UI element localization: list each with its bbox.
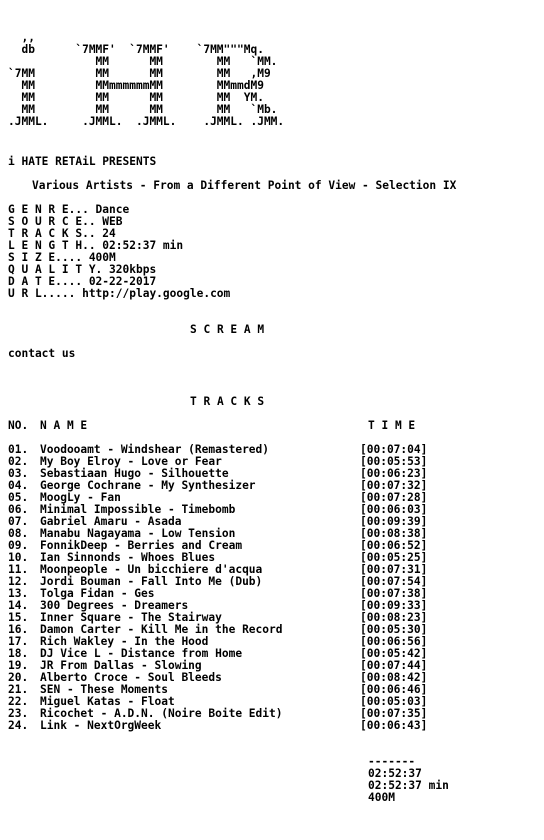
track-name: Link - NextOrgWeek <box>40 719 162 732</box>
info-quality: Q U A L I T Y. 320kbps <box>8 263 157 276</box>
track-time: [00:06:56] <box>360 635 428 648</box>
track-time: [00:06:52] <box>360 539 428 552</box>
track-number: 10. <box>8 551 29 564</box>
track-name: Alberto Croce - Soul Bleeds <box>40 671 222 684</box>
column-header-name: N A M E <box>40 419 88 432</box>
track-name: My Boy Elroy - Love or Fear <box>40 455 222 468</box>
track-number: 20. <box>8 671 29 684</box>
track-name: Minimal Impossible - Timebomb <box>40 503 236 516</box>
track-number: 19. <box>8 659 29 672</box>
track-name: DJ Vice L - Distance from Home <box>40 647 243 660</box>
track-number: 18. <box>8 647 29 660</box>
track-number: 08. <box>8 527 29 540</box>
track-name: MoogLy - Fan <box>40 491 121 504</box>
track-name: Sebastiaan Hugo - Silhouette <box>40 467 229 480</box>
track-number: 06. <box>8 503 29 516</box>
track-time: [00:07:28] <box>360 491 428 504</box>
track-list <box>8 444 536 732</box>
track-name: Miguel Katas - Float <box>40 695 175 708</box>
track-number: 09. <box>8 539 29 552</box>
track-time: [00:07:44] <box>360 659 428 672</box>
ihr-ascii-logo: ,, db `7MMF' `7MMF' `7MM"""Mq. MM MM MM `MM. `7MM MM MM MM ,M9 MM MMmmmmmmMM MMmmdM9 MM MM MM MM YM. MM MM MM MM `Mb. .JMML. .JMML. .JMML. .JMML. .JMM. <box>8 31 285 128</box>
track-number: 23. <box>8 707 29 720</box>
track-number: 24. <box>8 719 29 732</box>
info-date: D A T E.... 02-22-2017 <box>8 275 157 288</box>
column-header-no: NO. <box>8 419 29 432</box>
track-row <box>8 720 536 732</box>
totals-divider: ------- <box>368 755 416 768</box>
info-source: S O U R C E.. WEB <box>8 215 123 228</box>
track-time: [00:05:53] <box>360 455 428 468</box>
column-header-time: T I M E <box>368 419 416 432</box>
track-time: [00:07:32] <box>360 479 428 492</box>
track-name: Tolga Fidan - Ges <box>40 587 155 600</box>
total-time: 02:52:37 <box>368 767 422 780</box>
track-number: 02. <box>8 455 29 468</box>
track-number: 07. <box>8 515 29 528</box>
track-time: [00:07:04] <box>360 443 428 456</box>
track-name: Moonpeople - Un bicchiere d'acqua <box>40 563 263 576</box>
track-name: Rich Wakley - In the Hood <box>40 635 209 648</box>
track-name: JR From Dallas - Slowing <box>40 659 202 672</box>
info-size: S I Z E.... 400M <box>8 251 116 264</box>
track-number: 21. <box>8 683 29 696</box>
track-time: [00:06:46] <box>360 683 428 696</box>
track-time: [00:07:54] <box>360 575 428 588</box>
track-time: [00:09:39] <box>360 515 428 528</box>
scream-heading: S C R E A M <box>190 323 265 336</box>
track-name: Damon Carter - Kill Me in the Record <box>40 623 283 636</box>
tracks-heading: T R A C K S <box>190 395 265 408</box>
track-name: Ian Sinnonds - Whoes Blues <box>40 551 216 564</box>
track-name: Gabriel Amaru - Asada <box>40 515 182 528</box>
track-name: George Cochrane - My Synthesizer <box>40 479 256 492</box>
track-time: [00:06:03] <box>360 503 428 516</box>
track-name: FonnikDeep - Berries and Cream <box>40 539 243 552</box>
track-time: [00:06:43] <box>360 719 428 732</box>
track-number: 17. <box>8 635 29 648</box>
track-time: [00:07:31] <box>360 563 428 576</box>
track-number: 13. <box>8 587 29 600</box>
track-time: [00:07:38] <box>360 587 428 600</box>
contact-us-link[interactable]: contact us <box>8 347 76 360</box>
track-time: [00:05:25] <box>360 551 428 564</box>
total-length: 02:52:37 min <box>368 779 449 792</box>
track-number: 05. <box>8 491 29 504</box>
track-name: Manabu Nagayama - Low Tension <box>40 527 236 540</box>
track-number: 22. <box>8 695 29 708</box>
info-tracks: T R A C K S.. 24 <box>8 227 116 240</box>
track-number: 14. <box>8 599 29 612</box>
track-name: Voodooamt - Windshear (Remastered) <box>40 443 270 456</box>
track-number: 11. <box>8 563 29 576</box>
track-name: Ricochet - A.D.N. (Noire Boite Edit) <box>40 707 283 720</box>
track-time: [00:05:30] <box>360 623 428 636</box>
track-name: 300 Degrees - Dreamers <box>40 599 189 612</box>
track-time: [00:09:33] <box>360 599 428 612</box>
release-info-block <box>8 204 230 300</box>
release-title: Various Artists - From a Different Point of View - Selection IX <box>32 179 457 192</box>
track-time: [00:05:42] <box>360 647 428 660</box>
total-size: 400M <box>368 791 395 804</box>
track-number: 04. <box>8 479 29 492</box>
track-number: 16. <box>8 623 29 636</box>
info-url: U R L..... http://play.google.com <box>8 287 231 300</box>
track-number: 15. <box>8 611 29 624</box>
group-presents-line: i HATE RETAiL PRESENTS <box>8 155 157 168</box>
track-time: [00:06:23] <box>360 467 428 480</box>
track-number: 12. <box>8 575 29 588</box>
track-number: 03. <box>8 467 29 480</box>
info-genre: G E N R E... Dance <box>8 203 130 216</box>
track-number: 01. <box>8 443 29 456</box>
track-name: SEN - These Moments <box>40 683 168 696</box>
track-time: [00:05:03] <box>360 695 428 708</box>
track-time: [00:07:35] <box>360 707 428 720</box>
info-length: L E N G T H.. 02:52:37 min <box>8 239 184 252</box>
totals-block <box>368 756 449 804</box>
track-time: [00:08:38] <box>360 527 428 540</box>
track-time: [00:08:42] <box>360 671 428 684</box>
track-name: Jordi Bouman - Fall Into Me (Dub) <box>40 575 263 588</box>
track-name: Inner Square - The Stairway <box>40 611 222 624</box>
track-time: [00:08:23] <box>360 611 428 624</box>
